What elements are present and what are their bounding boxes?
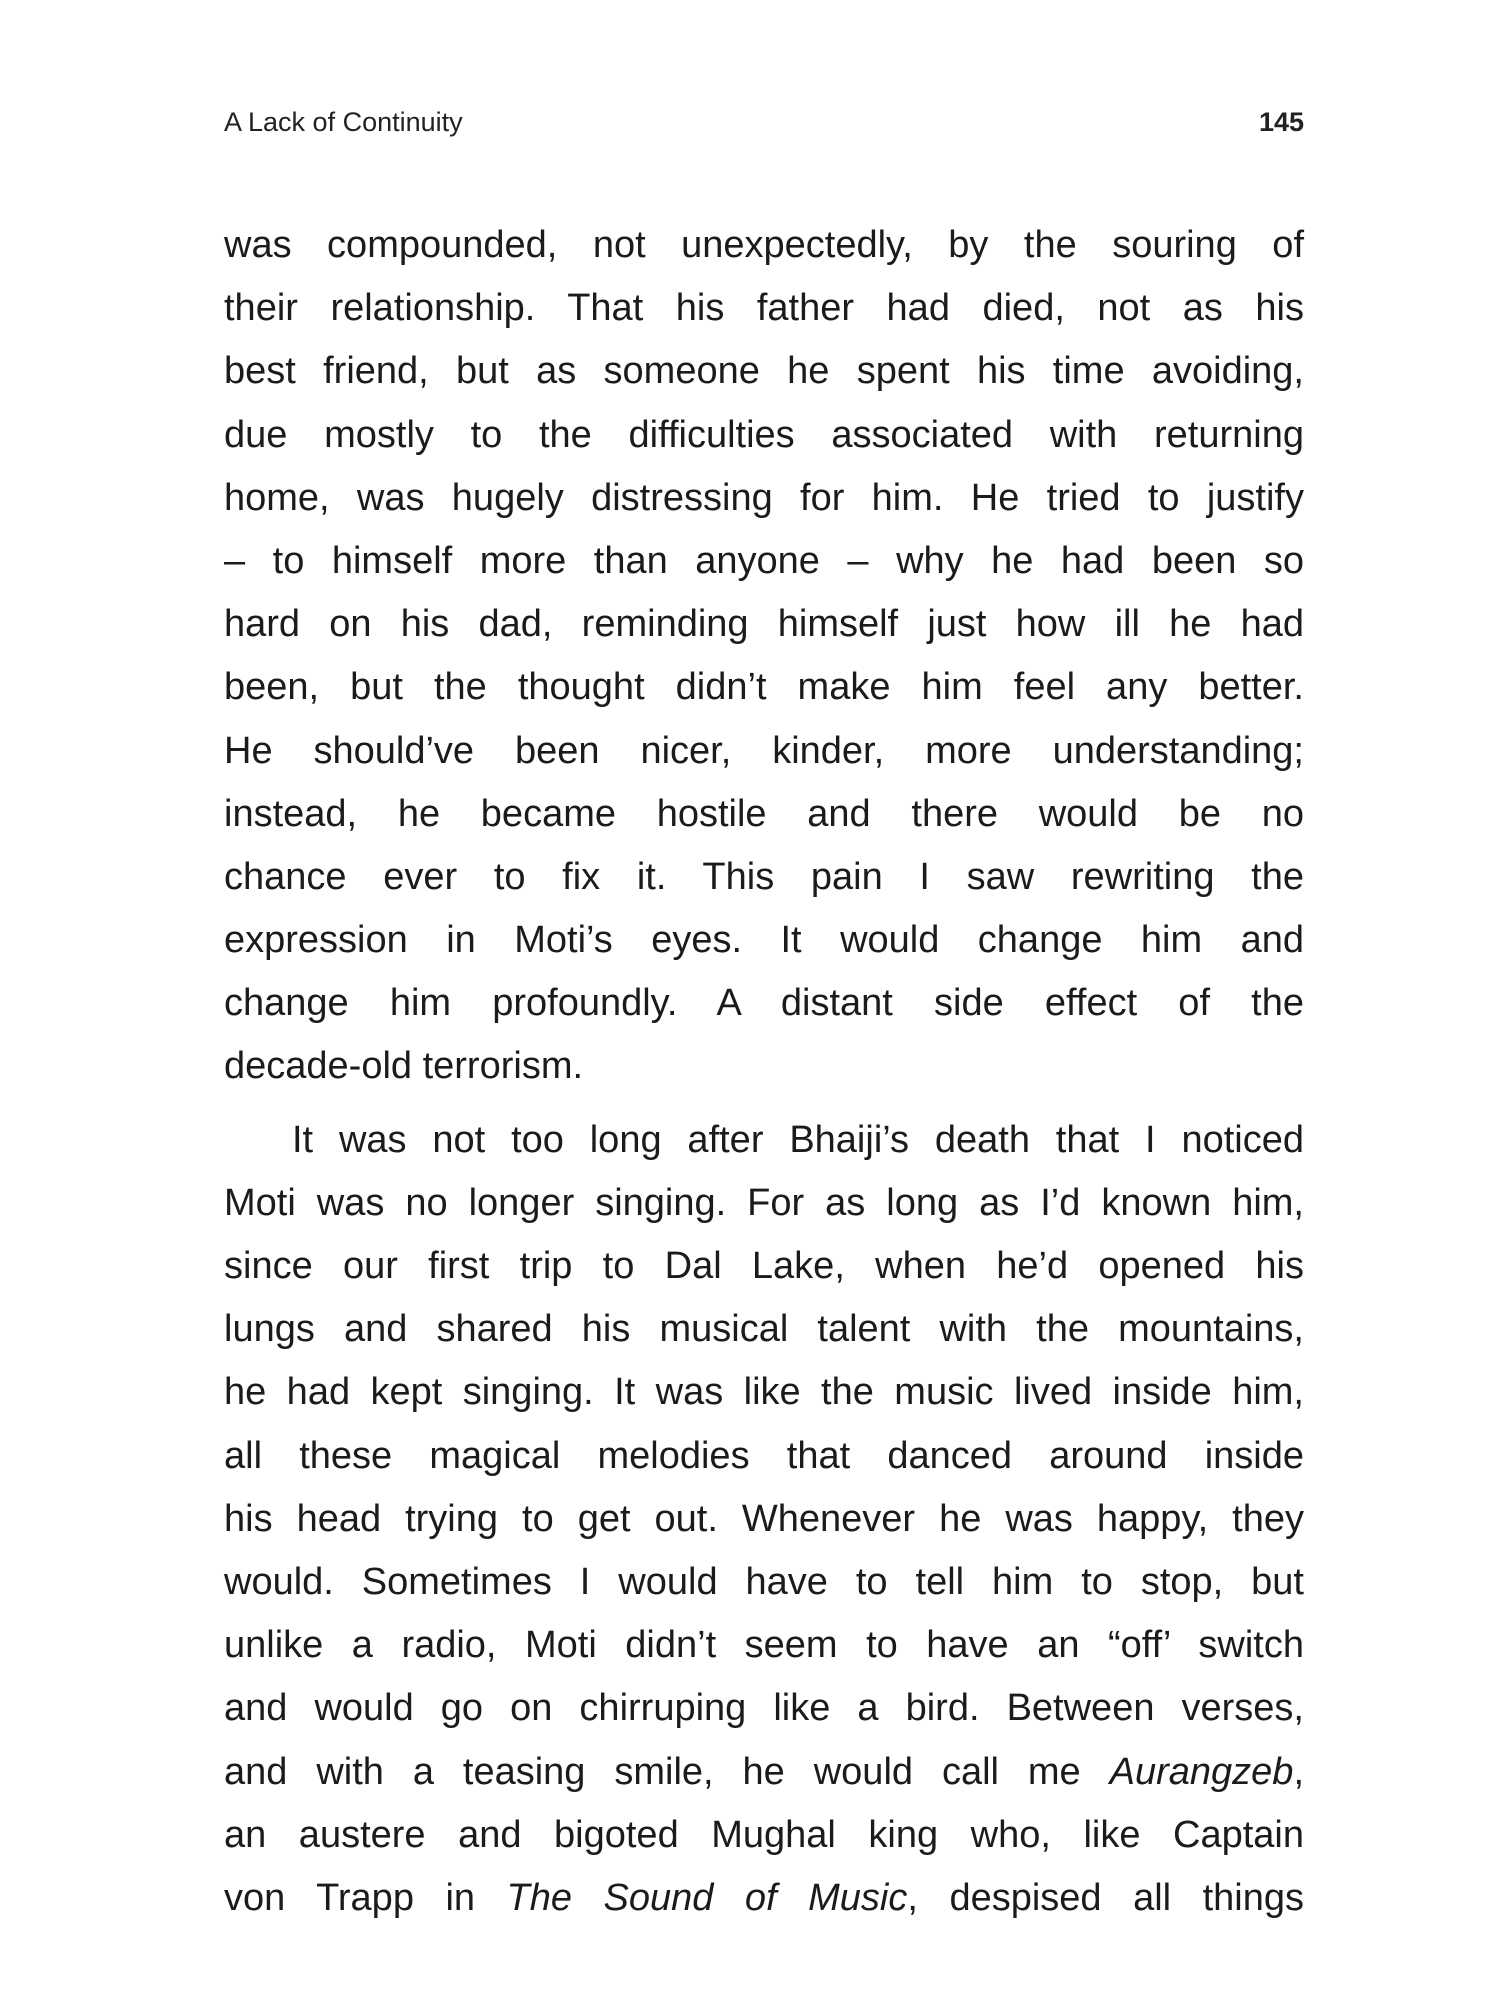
text-segment: and with a teasing smile, he would call me bbox=[224, 1750, 1110, 1793]
text-line: would. Sometimes I would have to tell him to stop, but bbox=[224, 1560, 1304, 1603]
text-line: He should’ve been nicer, kinder, more understanding; bbox=[224, 729, 1304, 772]
text-line: unlike a radio, Moti didn’t seem to have an “off’ switch bbox=[224, 1624, 1304, 1667]
text-segment: von Trapp in bbox=[224, 1876, 507, 1919]
text-line: expression in Moti’s eyes. It would change him and bbox=[224, 919, 1304, 962]
paragraph-2 bbox=[224, 1109, 1304, 1930]
text-line: lungs and shared his musical talent with the mountains, bbox=[224, 1308, 1304, 1351]
text-line: hard on his dad, reminding himself just how ill he had bbox=[224, 603, 1304, 646]
text-line: since our first trip to Dal Lake, when he’d opened his bbox=[224, 1245, 1304, 1287]
text-line: Moti was no longer singing. For as long as I’d known him, bbox=[224, 1181, 1304, 1224]
text-line: chance ever to fix it. This pain I saw rewriting the bbox=[224, 855, 1304, 898]
text-line: an austere and bigoted Mughal king who, like Captain bbox=[224, 1813, 1304, 1856]
text-line: due mostly to the difficulties associated with returning bbox=[224, 413, 1304, 456]
text-segment: , bbox=[1293, 1750, 1304, 1793]
text-segment: , despised all things bbox=[907, 1876, 1304, 1919]
paragraph-1 bbox=[224, 214, 1304, 1099]
italic-film-title: The Sound of Music bbox=[506, 1876, 908, 1919]
text-line: all these magical melodies that danced around inside bbox=[224, 1434, 1304, 1477]
text-line bbox=[224, 1741, 1304, 1804]
text-line: and would go on chirruping like a bird. Between verses, bbox=[224, 1687, 1304, 1730]
text-line: been, but the thought didn’t make him feel any better. bbox=[224, 666, 1304, 709]
chapter-title: A Lack of Continuity bbox=[224, 107, 463, 137]
text-line: their relationship. That his father had died, not as his bbox=[224, 287, 1304, 330]
running-header bbox=[224, 107, 1304, 147]
text-line: best friend, but as someone he spent his time avoiding, bbox=[224, 350, 1304, 393]
text-line: instead, he became hostile and there would be no bbox=[224, 792, 1304, 835]
text-line bbox=[224, 1867, 1304, 1930]
text-line: he had kept singing. It was like the music lived inside him, bbox=[224, 1371, 1304, 1414]
page-number: 145 bbox=[1258, 107, 1304, 137]
paragraph-gap bbox=[224, 1099, 1304, 1109]
text-line: was compounded, not unexpectedly, by the souring of bbox=[224, 224, 1304, 266]
text-line: change him profoundly. A distant side effect of the bbox=[224, 982, 1304, 1025]
text-line: decade-old terrorism. bbox=[224, 1045, 584, 1088]
body-text bbox=[224, 214, 1304, 1930]
text-line: – to himself more than anyone – why he had been so bbox=[224, 539, 1304, 582]
text-line: It was not too long after Bhaiji’s death that I noticed bbox=[292, 1118, 1304, 1161]
text-line: home, was hugely distressing for him. He tried to justify bbox=[224, 476, 1304, 519]
text-line: his head trying to get out. Whenever he was happy, they bbox=[224, 1497, 1304, 1540]
italic-name: Aurangzeb bbox=[1109, 1750, 1294, 1793]
